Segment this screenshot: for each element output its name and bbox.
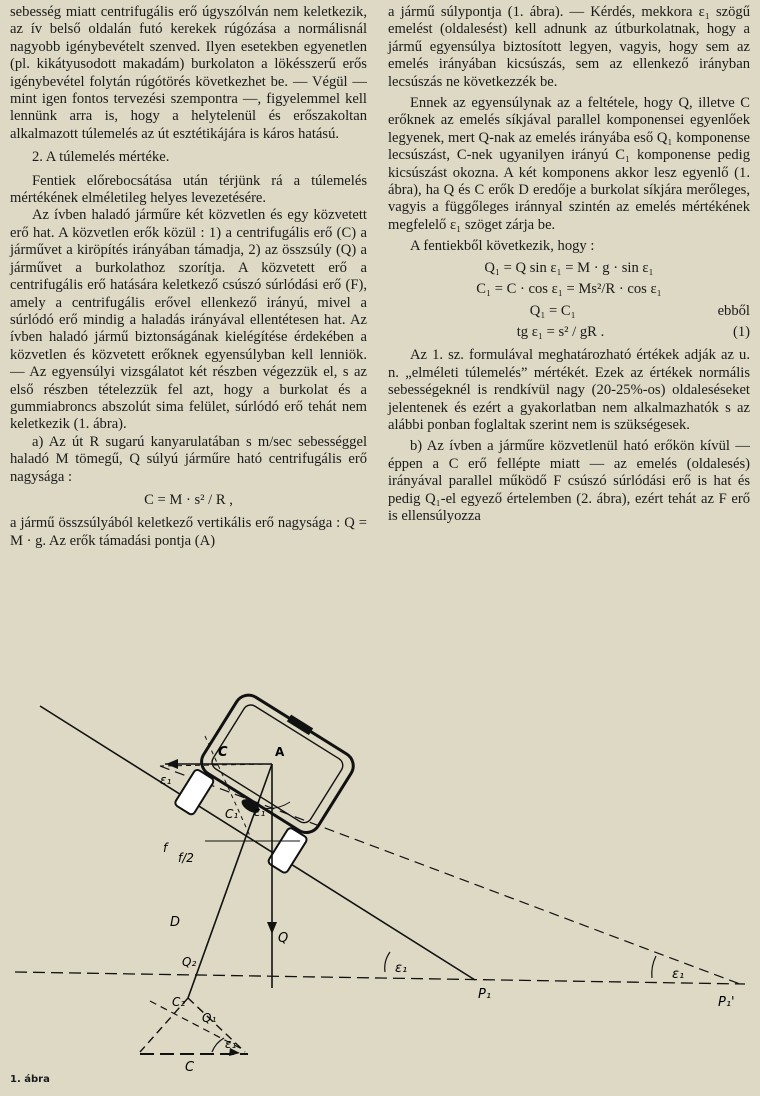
label-Q: Q (278, 931, 289, 946)
figure-caption: 1. ábra (10, 1074, 50, 1085)
paragraph: Az 1. sz. formulával meghatározható értékek adják az u. n. „elméleti túlemelés” mértékét. Ezek az értékek normális sebességeknél is rendkívül nagy (20-25%-os) oldaleséseket jelentenek és ezért a gyakorlatban nem alkalmazhatók s az alábbi ponban foglaltak szerint nem is szükségesek. (388, 347, 750, 433)
angle-arc (652, 956, 656, 978)
horizontal-dashed-line (15, 972, 745, 984)
label-C: C (218, 745, 228, 760)
vehicle (173, 687, 361, 876)
paragraph: a jármű összsúlyából keletkező vertikális erő nagysága : Q = M · g. Az erők támadási pontja (A) (10, 515, 367, 549)
label-C1: C₁ (225, 807, 239, 821)
equation-row (388, 281, 750, 298)
label-A: A (275, 745, 285, 759)
paragraph: Az ívben haladó járműre két közvetlen és egy közvetett erő hat. A közvetlen erők közül : 1) a centrifugális erő (C) a járművet a kiröpítés irányában támadja, 2) az összsúly (Q) a járművet a burkolathoz szorítja. A közvetett erő a centrifugális erő hatására keletkező csúszó súrlódási erő (F), amely a centrifugális erővel ellenkező irányú, mivel a súrlódó erő mindig a haladás irányával ellentétesen hat. Az ívben haladó jármű biztonságának kielégítése érdekében a közvetlen és közvetett erőknek egyensúlyban kell lenniök. — Az egyensúlyi vizsgálatot két részben végezzük el, s az első részben tételezzük fel azt, hogy a burkolat és a gummiabroncs abszolút sima felület, súrlódó erő tehát nem keletkezik (1. ábra). (10, 207, 367, 433)
label-e1-road: ε₁ (395, 961, 408, 976)
paragraph: Ennek az egyensúlynak az a feltétele, hogy Q, illetve C erőknek az emelés síkjával parallel komponensei egyenlőek legyenek, mert Q-nak az emelés irányába eső Q₁ komponense lecsúszást, C-nek ugyanilyen irányú C₁ komponense pedig kicsúszást okozna. A két komponens akkor lesz egyenlő (1. ábra), ha Q és C erők D eredője a burkolat síkjára merőleges, vagyis a függőleges iránnyal szintén az emelés mértékének megfelelő ε₁ szöget zárja be. (388, 95, 750, 233)
equation: tg ε₁ = s² / gR . (516, 323, 605, 340)
equation-row (388, 303, 750, 320)
label-f-half: f/2 (178, 851, 194, 865)
angle-arc (212, 1038, 224, 1052)
label-e1-inner: ε₁ (254, 805, 266, 819)
label-P1: P₁ (478, 987, 492, 1002)
label-f: f (163, 841, 168, 855)
label-e1: ε₁ (160, 773, 172, 787)
equation: Q₁ = Q sin ε₁ = M · g · sin ε₁ (484, 259, 654, 276)
label-Q2: Q₂ (182, 955, 197, 969)
angle-arc (385, 952, 390, 972)
wheel (174, 768, 215, 815)
paragraph: Fentiek előrebocsátása után térjünk rá a túlemelés mértékének elméletileg helyes levezetésére. (10, 172, 367, 207)
road-surface-line (40, 706, 475, 980)
formula-centrifugal: C = M · s² / R , (144, 491, 233, 508)
equation-row (388, 324, 750, 341)
paragraph: b) Az ívben a járműre közvetlenül ható erőkön kívül — éppen a C erő fellépte miatt — az emelés (oldalesés) irányával parallel működő F csúszó súrlódási erő is hat és pedig Q₁-el egyező értelemben (2. ábra), ezért tehát az F erő is ellensúlyozza (388, 438, 750, 524)
equation-note: ebből (717, 302, 750, 319)
label-e1-far: ε₁ (672, 967, 685, 982)
label-P1-prime: P₁' (718, 995, 735, 1010)
paragraph: a) Az út R sugarú kanyarulatában s m/sec sebességgel haladó M tömegű, Q súlyú járműre ható centrifugális erő nagysága : (10, 433, 367, 485)
left-column (10, 4, 367, 550)
equation: C₁ = C · cos ε₁ = Ms²/R · cos ε₁ (476, 281, 662, 298)
equation-number: (1) (732, 323, 750, 340)
equation-row (388, 260, 750, 277)
force-diagram (0, 676, 760, 1076)
paragraph: sebesség miatt centrifugális erő úgyszólván nem keletkezik, az ív belső oldalán futó kerekek rúgózása a normálisnál nagyobb igénybevételt szenved. Ilyen esetekben egyenetlen (pl. kikátyusodott makadám) burkolaton a lökésszerű erős igénybevétel folytán rúgótörés következhet be. — Végül — mint igen fontos tervezési szempontra —, figyelemmel kell lennünk arra is, hogy a helytelenül és erőszakoltan alkalmazott túlemelés az út esztétikájára is káros hatású. (10, 4, 367, 142)
equation: Q₁ = C₁ (529, 302, 576, 319)
label-C2: C₂ (172, 995, 186, 1009)
label-C-lower: C (185, 1060, 195, 1075)
wheel (267, 827, 308, 874)
label-D: D (170, 915, 181, 930)
label-Q1: Q₁ (202, 1011, 217, 1025)
section-heading: 2. A túlemelés mértéke. (32, 149, 170, 166)
right-column (388, 4, 750, 525)
paragraph: A fentiekből következik, hogy : (410, 238, 595, 255)
label-e1-lower: ε₁ (225, 1037, 237, 1051)
paragraph: a jármű súlypontja (1. ábra). — Kérdés, mekkora ε₁ szögű emelést (oldalesést) kell adnunk az útburkolatnak, hogy a jármű egyensúlya biztosított legyen, vagyis, hogy sem az emelés irányában kicsúszás, sem az ellenkező irányban lecsúszás ne következzék be. (388, 4, 750, 90)
